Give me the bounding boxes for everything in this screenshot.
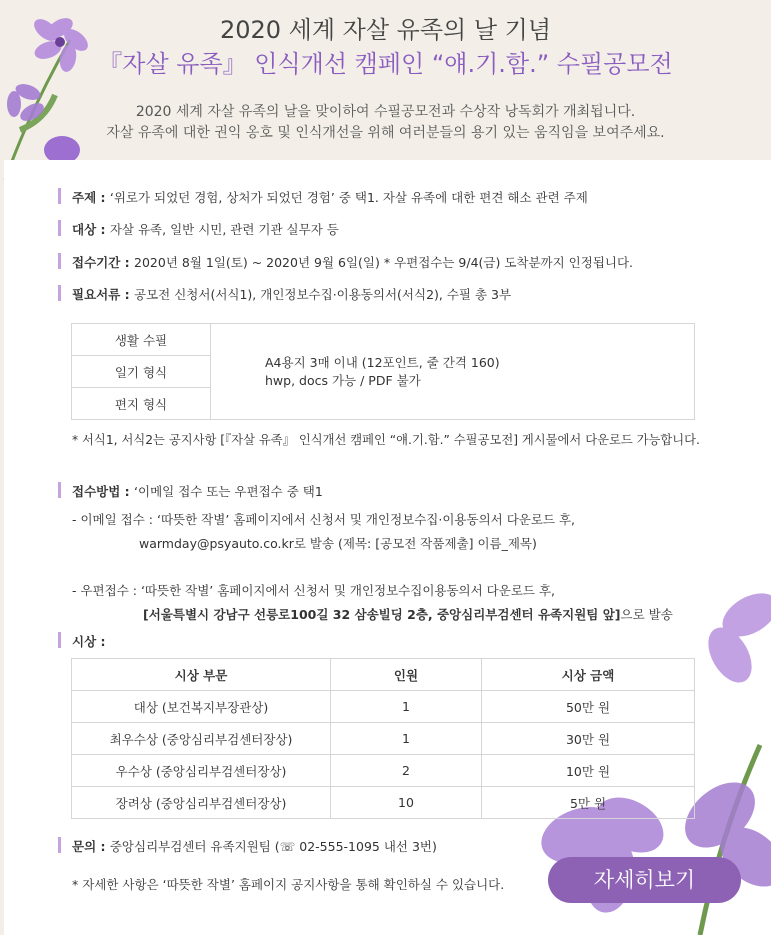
period-value: 2020년 8월 1일(토) ~ 2020년 9월 6일(일) * 우편접수는 9/4(금) 도착분까지 인정됩니다. [134,255,634,270]
award-category: 장려상 (중앙심리부검센터장상) [72,787,331,819]
award-count: 1 [331,691,482,723]
award-category: 대상 (보건복지부장관상) [72,691,331,723]
format-spec [211,324,695,420]
topic-row [72,188,588,206]
post-address: [서울특별시 강남구 선릉로100길 32 삼송빌딩 2층, 중앙심리부검센터 유족지원팀 앞] [143,607,621,622]
section-bar [58,837,61,853]
column-header: 시상 부문 [72,659,331,691]
format-kind: 생활 수필 [72,324,211,356]
post-method-line1: - 우편접수 : ‘따뜻한 작별’ 홈페이지에서 신청서 및 개인정보수집이용동의서 다운로드 후, [72,583,556,598]
award-amount: 50만 원 [482,691,695,723]
target-value: 자살 유족, 일반 시민, 관련 기관 실무자 등 [109,222,339,237]
award-amount: 5만 원 [482,787,695,819]
method-label: 접수방법 : [72,484,135,499]
contact-row [72,837,437,855]
topic-value: ‘위로가 되었던 경험, 상처가 되었던 경험’ 중 택1. 자살 유족에 대한 편견 해소 관련 주제 [109,190,588,205]
email-method-line2: warmday@psyauto.co.kr로 발송 (제목: [공모전 작품제출] 이름_제목) [139,536,537,551]
footer-note: * 자세한 사항은 ‘따뜻한 작별’ 홈페이지 공지사항을 통해 확인하실 수 있습니다. [72,877,505,892]
table-row [72,787,695,819]
table-row [72,723,695,755]
post-method-address-line [143,605,673,623]
table-header-row [72,659,695,691]
award-category: 최우수상 (중앙심리부검센터장상) [72,723,331,755]
column-header: 인원 [331,659,482,691]
method-row [72,482,323,500]
award-category: 우수상 (중앙심리부검센터장상) [72,755,331,787]
format-spec-line2: hwp, docs 가능 / PDF 불가 [265,372,421,388]
section-bar [58,482,61,498]
award-count: 1 [331,723,482,755]
form-note: * 서식1, 서식2는 공지사항 [『자살 유족』 인식개선 캠페인 “얘.기.함.” 수필공모전] 게시물에서 다운로드 가능합니다. [72,433,700,447]
period-row [72,253,633,271]
page-title-line1: 2020 세계 자살 유족의 날 기념 [219,16,552,44]
target-label: 대상 : [72,222,110,237]
section-bar [58,188,61,204]
contact-label: 문의 : [72,839,110,854]
section-bar [58,632,61,648]
method-value: ‘이메일 접수 또는 우편접수 중 택1 [134,484,323,499]
contact-value: 중앙심리부검센터 유족지원팀 (☏ 02-555-1095 내선 3번) [109,839,437,854]
more-details-button[interactable]: 자세히보기 [548,857,741,903]
award-amount: 10만 원 [482,755,695,787]
format-table [71,323,695,420]
format-spec-line1: A4용지 3매 이내 (12포인트, 줄 간격 160) [265,354,500,370]
intro-text-line1: 2020 세계 자살 유족의 날을 맞이하여 수필공모전과 수상작 낭독회가 개최됩니다. [135,104,636,120]
format-kind: 일기 형식 [72,356,211,388]
format-kind: 편지 형식 [72,388,211,420]
section-bar [58,253,61,269]
target-row [72,220,339,238]
section-bar [58,285,61,301]
email-method-line1: - 이메일 접수 : ‘따뜻한 작별’ 홈페이지에서 신청서 및 개인정보수집·이용동의서 다운로드 후, [72,512,576,527]
intro-text-line2: 자살 유족에 대한 권익 옹호 및 인식개선을 위해 여러분들의 용기 있는 움직임을 보여주세요. [106,125,665,141]
awards-label: 시상 : [72,634,106,649]
docs-value: 공모전 신청서(서식1), 개인정보수집·이용동의서(서식2), 수필 총 3부 [134,287,512,302]
page-title-line2: 『자살 유족』 인식개선 캠페인 “얘.기.함.” 수필공모전 [98,50,673,78]
award-amount: 30만 원 [482,723,695,755]
awards-table [71,658,695,819]
award-count: 2 [331,755,482,787]
award-count: 10 [331,787,482,819]
docs-label: 필요서류 : [72,287,135,302]
period-label: 접수기간 : [72,255,135,270]
docs-row [72,285,511,303]
post-address-suffix: 으로 발송 [620,607,673,622]
section-bar [58,220,61,236]
column-header: 시상 금액 [482,659,695,691]
topic-label: 주제 : [72,190,110,205]
table-row [72,691,695,723]
table-row [72,755,695,787]
